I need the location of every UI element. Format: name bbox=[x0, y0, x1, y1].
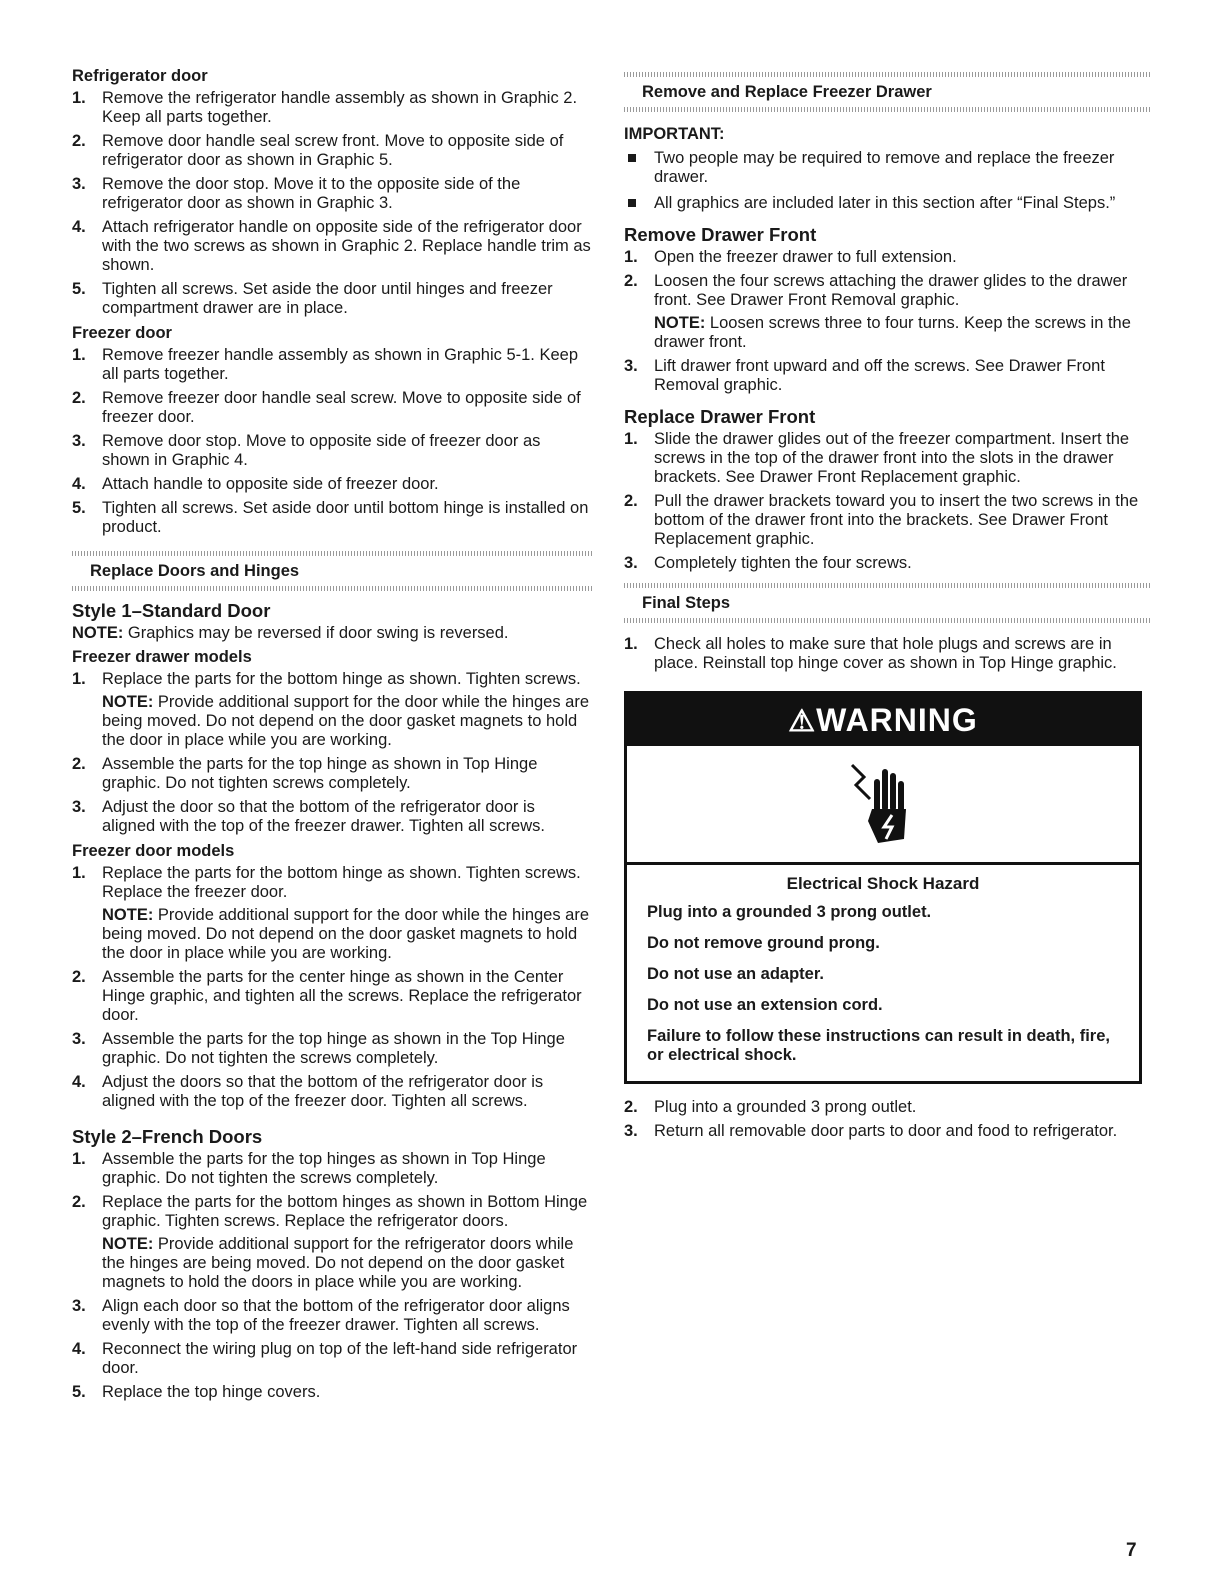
warning-line: Do not use an adapter. bbox=[647, 965, 824, 983]
left-column bbox=[72, 66, 592, 1407]
section-title: Replace Doors and Hinges bbox=[90, 562, 300, 580]
replace-drawer-front-heading: Replace Drawer Front bbox=[624, 406, 816, 427]
list-item: 2. Assemble the parts for the top hinge as shown in Top Hinge graphic. Do not tighten screws completely. bbox=[72, 755, 538, 792]
list-item: 5. Tighten all screws. Set aside door until bottom hinge is installed on product. bbox=[72, 499, 589, 536]
list-item: All graphics are included later in this section after “Final Steps.” bbox=[624, 194, 1152, 213]
list-item: 5. Tighten all screws. Set aside the door until hinges and freezer compartment drawer are in place. bbox=[72, 280, 553, 317]
section-title: Final Steps bbox=[642, 594, 731, 612]
list-item: 2. Plug into a grounded 3 prong outlet. bbox=[624, 1098, 917, 1116]
list-item: 2. Loosen the four screws attaching the drawer glides to the drawer front. See Drawer Front Removal graphic. NOTE: Loosen screws three to four turns. Keep the screws in the drawer front. bbox=[624, 272, 1152, 352]
electrical-shock-hand-icon bbox=[627, 746, 1139, 865]
warning-header: ⚠WARNING bbox=[627, 694, 1139, 746]
final-steps-section-bar bbox=[624, 583, 1152, 623]
list-item: 4. Attach handle to opposite side of freezer door. bbox=[72, 475, 439, 493]
list-item: 3. Assemble the parts for the top hinge as shown in the Top Hinge graphic. Do not tighten the screws completely. bbox=[72, 1030, 565, 1067]
style2-steps bbox=[72, 1150, 592, 1402]
list-item: 2. Remove freezer door handle seal screw. Move to opposite side of freezer door. bbox=[72, 389, 581, 426]
list-item: 1. Check all holes to make sure that hole plugs and screws are in place. Reinstall top hinge cover as shown in Top Hinge graphic. bbox=[624, 635, 1117, 672]
warning-line: Plug into a grounded 3 prong outlet. bbox=[647, 903, 932, 921]
warning-title: Electrical Shock Hazard bbox=[786, 874, 980, 893]
freezer-door-heading: Freezer door bbox=[72, 324, 172, 342]
replace-doors-section-bar bbox=[72, 551, 592, 591]
bullet-icon bbox=[628, 199, 636, 207]
list-item: 1. Remove the refrigerator handle assembly as shown in Graphic 2. Keep all parts together. bbox=[72, 89, 578, 126]
after-warning-steps bbox=[624, 1098, 1152, 1141]
warning-triangle-icon: ⚠ bbox=[788, 705, 817, 738]
freezer-drawer-models-steps bbox=[72, 670, 592, 836]
list-item: 3. Remove door stop. Move to opposite side of freezer door as shown in Graphic 4. bbox=[72, 432, 541, 469]
warning-line: Do not use an extension cord. bbox=[647, 996, 883, 1014]
list-item: 1. Slide the drawer glides out of the freezer compartment. Insert the screws in the top of the drawer front into the slots in the drawer brackets. See Drawer Front Replacement graphic. bbox=[624, 430, 1130, 486]
list-item: 1. Replace the parts for the bottom hinge as shown. Tighten screws. NOTE: Provide additional support for the door while the hinges are being moved. Do not depend on the door gasket magnets to hold the door in place while you are working. bbox=[72, 670, 592, 750]
list-item: 3. Lift drawer front upward and off the screws. See Drawer Front Removal graphic. bbox=[624, 357, 1105, 394]
step-note: NOTE: Provide additional support for the refrigerator doors while the hinges are being moved. Do not depend on the door gasket magnets to hold the doors in place while you are working. bbox=[102, 1235, 574, 1291]
list-item: 2. Replace the parts for the bottom hinges as shown in Bottom Hinge graphic. Tighten screws. Replace the refrigerator doors. NOTE: Provide additional support for the refrigerator doors while the hinges are being moved. Do not depend on the door gasket magnets to hold the doors in place while you are working. bbox=[72, 1193, 592, 1292]
list-item: 3. Return all removable door parts to door and food to refrigerator. bbox=[624, 1122, 1118, 1140]
freezer-door-models-heading: Freezer door models bbox=[72, 842, 235, 860]
right-column bbox=[624, 72, 1152, 1146]
important-label: IMPORTANT: bbox=[624, 125, 725, 143]
list-item: 1. Remove freezer handle assembly as shown in Graphic 5-1. Keep all parts together. bbox=[72, 346, 578, 383]
style1-note: NOTE: Graphics may be reversed if door swing is reversed. bbox=[72, 624, 509, 642]
refrigerator-door-heading: Refrigerator door bbox=[72, 67, 208, 85]
step-note: NOTE: Loosen screws three to four turns. Keep the screws in the drawer front. bbox=[654, 314, 1131, 351]
page-number: 7 bbox=[1126, 1540, 1137, 1561]
list-item: 3. Align each door so that the bottom of the refrigerator door aligns evenly with the top of the freezer drawer. Tighten all screws. bbox=[72, 1297, 570, 1334]
freezer-door-steps bbox=[72, 346, 592, 537]
step-note: NOTE: Provide additional support for the door while the hinges are being moved. Do not depend on the door gasket magnets to hold the door in place while you are working. bbox=[102, 906, 590, 962]
refrigerator-door-steps bbox=[72, 89, 592, 318]
list-item: 1. Replace the parts for the bottom hinge as shown. Tighten screws. Replace the freezer door. NOTE: Provide additional support for the door while the hinges are being moved. Do not depend on the door gasket magnets to hold the door in place while you are working. bbox=[72, 864, 592, 963]
remove-drawer-front-steps bbox=[624, 248, 1152, 395]
warning-line: Do not remove ground prong. bbox=[647, 934, 880, 952]
list-item: 4. Adjust the doors so that the bottom of the refrigerator door is aligned with the top of the freezer door. Tighten all screws. bbox=[72, 1073, 544, 1110]
freezer-drawer-models-heading: Freezer drawer models bbox=[72, 648, 252, 666]
list-item: 3. Completely tighten the four screws. bbox=[624, 554, 912, 572]
final-steps-list bbox=[624, 635, 1152, 673]
list-item: 1. Assemble the parts for the top hinges as shown in Top Hinge graphic. Do not tighten the screws completely. bbox=[72, 1150, 546, 1187]
list-item: Two people may be required to remove and replace the freezer drawer. bbox=[624, 149, 1152, 187]
freezer-door-models-steps bbox=[72, 864, 592, 1111]
step-note: NOTE: Provide additional support for the door while the hinges are being moved. Do not depend on the door gasket magnets to hold the door in place while you are working. bbox=[102, 693, 590, 749]
remove-drawer-front-heading: Remove Drawer Front bbox=[624, 224, 817, 245]
list-item: 2. Remove door handle seal screw front. Move to opposite side of refrigerator door as shown in Graphic 5. bbox=[72, 132, 564, 169]
style2-heading: Style 2–French Doors bbox=[72, 1126, 263, 1147]
list-item: 2. Assemble the parts for the center hinge as shown in the Center Hinge graphic, and tighten all the screws. Replace the refrigerator door. bbox=[72, 968, 582, 1024]
important-list bbox=[624, 149, 1152, 213]
list-item: 5. Replace the top hinge covers. bbox=[72, 1383, 321, 1401]
warning-box bbox=[624, 691, 1142, 1084]
list-item: 1. Open the freezer drawer to full extension. bbox=[624, 248, 957, 266]
list-item: 4. Reconnect the wiring plug on top of the left-hand side refrigerator door. bbox=[72, 1340, 578, 1377]
list-item: 3. Adjust the door so that the bottom of the refrigerator door is aligned with the top of the freezer drawer. Tighten all screws. bbox=[72, 798, 545, 835]
list-item: 2. Pull the drawer brackets toward you to insert the two screws in the bottom of the drawer front into the brackets. See Drawer Front Replacement graphic. bbox=[624, 492, 1139, 548]
bullet-icon bbox=[628, 154, 636, 162]
freezer-drawer-section-bar bbox=[624, 72, 1152, 112]
list-item: 3. Remove the door stop. Move it to the opposite side of the refrigerator door as shown in Graphic 3. bbox=[72, 175, 521, 212]
section-title: Remove and Replace Freezer Drawer bbox=[642, 83, 932, 101]
replace-drawer-front-steps bbox=[624, 430, 1152, 573]
list-item: 4. Attach refrigerator handle on opposite side of the refrigerator door with the two screws as shown in Graphic 2. Replace handle trim as shown. bbox=[72, 218, 591, 274]
warning-line: Failure to follow these instructions can result in death, fire, or electrical shock. bbox=[647, 1027, 1110, 1064]
style1-heading: Style 1–Standard Door bbox=[72, 600, 271, 621]
